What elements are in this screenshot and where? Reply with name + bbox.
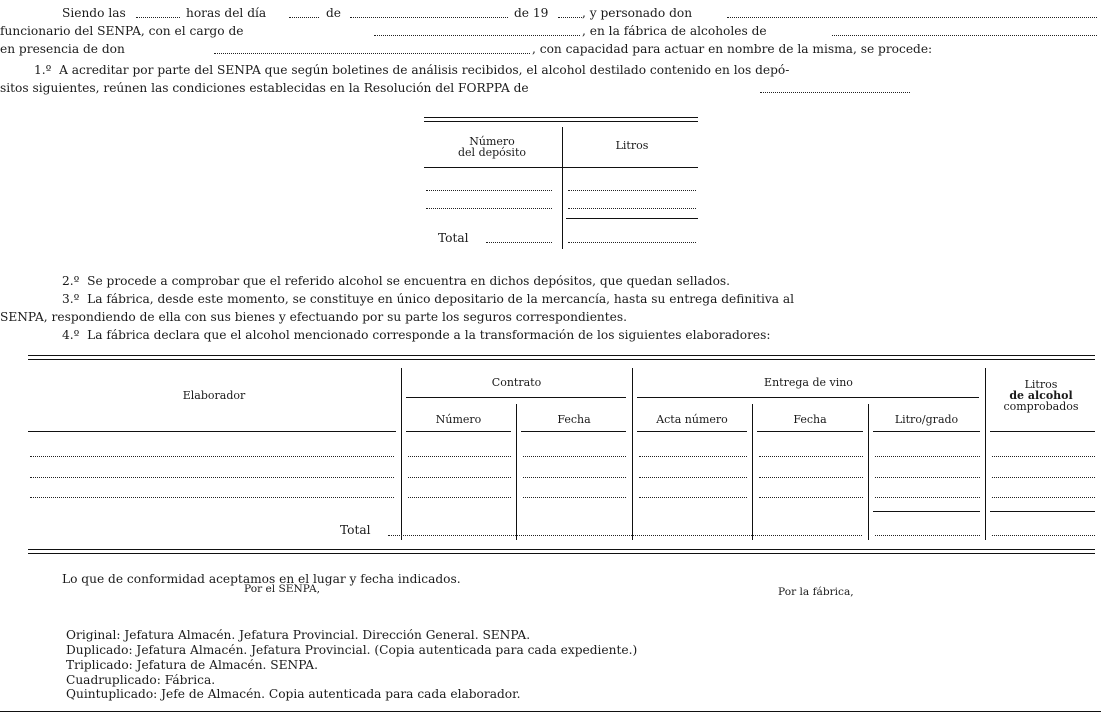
contrato-numero-cell[interactable] [408,456,511,457]
deposit-number-header: del depósito [458,146,526,159]
conformity-statement: Lo que de conformidad aceptamos en el lugar y fecha indicados. [62,572,461,586]
entrega-fecha-header: Fecha [793,413,827,426]
litros-alcohol-header: Litros [1024,378,1058,391]
litros-alcohol-header: de alcohol [1009,389,1073,402]
distribution-triplicado: Triplicado: Jefatura de Almacén. SENPA. [66,658,318,672]
contrato-numero-cell[interactable] [408,497,511,498]
litro-grado-cell[interactable] [875,477,980,478]
distribution-original: Original: Jefatura Almacén. Jefatura Provincial. Dirección General. SENPA. [66,628,531,642]
intro-text: , con capacidad para actuar en nombre de la misma, se procede: [532,42,933,56]
intro-text: Siendo las [62,6,126,20]
intro-text: , en la fábrica de alcoholes de [582,24,767,38]
acta-numero-cell[interactable] [639,477,747,478]
entrega-vino-header: Entrega de vino [764,376,853,389]
deposit-number-cell[interactable] [426,190,552,191]
litros-cell[interactable] [568,208,696,209]
litros-alcohol-cell[interactable] [992,497,1095,498]
entrega-fecha-cell[interactable] [759,497,863,498]
acta-numero-header: Acta número [656,413,728,426]
day-field[interactable] [289,17,319,18]
litro-grado-total-cell[interactable] [875,535,980,536]
contrato-fecha-cell[interactable] [523,497,626,498]
litros-alcohol-header: comprobados [1003,400,1079,413]
contrato-numero-header: Número [435,413,482,426]
contrato-fecha-cell[interactable] [523,456,626,457]
elaborador-cell[interactable] [30,497,394,498]
elaborador-cell[interactable] [30,456,394,457]
acta-numero-cell[interactable] [639,456,747,457]
resolution-date-field[interactable] [760,92,910,93]
official-role-field[interactable] [374,35,580,36]
intro-text: , y personado don [582,6,693,20]
senpa-signature-label: Por el SENPA, [244,583,320,595]
month-field[interactable] [350,17,508,18]
item-1-text: sitos siguientes, reúnen las condiciones establecidas en la Resolución del FORPPA de [0,81,529,95]
total-leader-dots [388,535,862,536]
litros-alcohol-cell[interactable] [992,456,1095,457]
intro-text: en presencia de don [0,42,125,56]
distribution-cuadruplicado: Cuadruplicado: Fábrica. [66,673,216,687]
official-name-field[interactable] [727,17,1097,18]
intro-text: funcionario del SENPA, con el cargo de [0,24,244,38]
contrato-fecha-header: Fecha [557,413,591,426]
total-leader-dots [486,242,552,243]
litros-alcohol-total-cell[interactable] [992,535,1095,536]
year-field[interactable] [558,17,582,18]
distribution-quintuplicado: Quintuplicado: Jefe de Almacén. Copia autenticada para cada elaborador. [66,687,521,701]
representative-name-field[interactable] [214,53,530,54]
item-2-text: 2.º Se procede a comprobar que el referido alcohol se encuentra en dichos depósitos, que quedan sellados. [62,274,731,288]
litro-grado-header: Litro/grado [894,413,959,426]
distribution-duplicado: Duplicado: Jefatura Almacén. Jefatura Provincial. (Copia autenticada para cada expediente.) [66,643,638,657]
entrega-fecha-cell[interactable] [759,456,863,457]
bottom-divider [0,711,1101,712]
entrega-fecha-cell[interactable] [759,477,863,478]
litros-cell[interactable] [568,190,696,191]
item-1-text: 1.º A acreditar por parte del SENPA que según boletines de análisis recibidos, el alcohol destilado contenido en los depó- [34,63,790,77]
item-4-text: 4.º La fábrica declara que el alcohol mencionado corresponde a la transformación de los siguientes elaboradores: [62,328,771,342]
intro-text: de 19 [514,6,549,20]
deposit-total-label: Total [438,231,469,245]
litros-header: Litros [615,139,649,152]
item-3-text: SENPA, respondiendo de ella con sus bienes y efectuando por su parte los seguros correspondientes. [0,310,627,324]
elaborador-header: Elaborador [182,389,246,402]
contrato-numero-cell[interactable] [408,477,511,478]
litro-grado-cell[interactable] [875,497,980,498]
deposit-number-cell[interactable] [426,208,552,209]
contrato-header: Contrato [491,376,542,389]
intro-text: de [326,6,342,20]
deposit-total-cell[interactable] [568,242,696,243]
elaborador-cell[interactable] [30,477,394,478]
item-3-text: 3.º La fábrica, desde este momento, se constituye en único depositario de la mercancía, hasta su entrega definitiva al [62,292,795,306]
intro-text: horas del día [186,6,267,20]
hours-field[interactable] [136,17,180,18]
factory-signature-label: Por la fábrica, [778,586,854,598]
deposit-number-header: Número [469,135,515,148]
contrato-fecha-cell[interactable] [523,477,626,478]
litros-alcohol-cell[interactable] [992,477,1095,478]
acta-numero-cell[interactable] [639,497,747,498]
litro-grado-cell[interactable] [875,456,980,457]
producers-total-label: Total [340,523,371,537]
factory-location-field[interactable] [832,35,1097,36]
